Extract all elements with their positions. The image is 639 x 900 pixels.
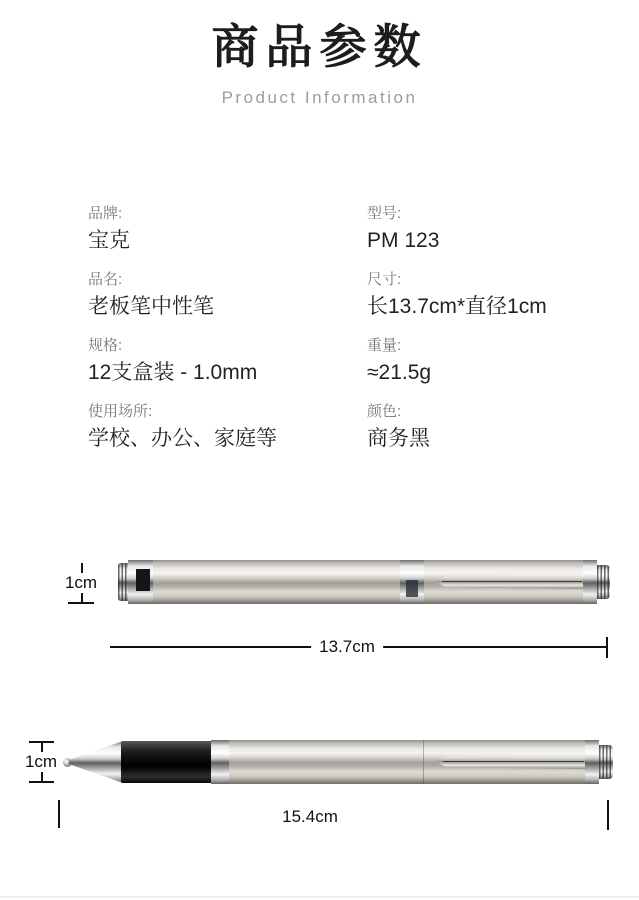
- pen-end-reflection: [136, 569, 150, 591]
- pen-cap-ring: [585, 740, 599, 784]
- pen-nose-cone: [69, 741, 123, 783]
- length-label-open: 15.4cm: [274, 807, 346, 827]
- pen-cap-ring: [583, 560, 597, 604]
- spec-grid: [88, 205, 588, 469]
- pen-clip: [435, 754, 585, 769]
- pen-clip-groove: [442, 581, 581, 583]
- pen-barrel-end-collar: [128, 560, 153, 604]
- spec-value-product-name: 老板笔中性笔: [88, 295, 214, 318]
- dimension-end-tick: [29, 741, 54, 743]
- spec-label-weight: 重量:: [367, 337, 402, 354]
- page-title: 商品参数: [211, 20, 428, 73]
- spec-value-specification: 12支盒装 - 1.0mm: [88, 361, 258, 384]
- pen-barrel-end-rings: [118, 563, 128, 601]
- spec-item-usage: [88, 403, 367, 469]
- spec-item-brand: [88, 205, 367, 271]
- spec-label-color: 颜色:: [367, 403, 402, 420]
- pen-band-reflection: [406, 580, 418, 597]
- length-label-capped: 13.7cm: [311, 637, 383, 657]
- pen-center-band: [400, 560, 424, 604]
- spec-label-product-name: 品名:: [88, 271, 123, 288]
- diameter-label-capped: 1cm: [62, 573, 100, 593]
- spec-label-brand: 品牌:: [88, 205, 123, 222]
- dimension-end-tick: [68, 602, 94, 604]
- spec-value-size: 长13.7cm*直径1cm: [367, 295, 547, 318]
- spec-label-usage: 使用场所:: [88, 403, 153, 420]
- spec-item-specification: [88, 337, 367, 403]
- spec-value-color: 商务黑: [367, 427, 430, 450]
- section-divider: [0, 896, 639, 898]
- spec-label-model: 型号:: [367, 205, 402, 222]
- pen-barrel: [153, 560, 400, 604]
- page-subtitle: Product Information: [221, 88, 418, 107]
- dimension-end-tick: [29, 781, 54, 783]
- spec-value-weight: ≈21.5g: [367, 361, 432, 384]
- diameter-label-open: 1cm: [22, 752, 60, 772]
- pen-open-image: [63, 740, 613, 784]
- spec-value-usage: 学校、办公、家庭等: [88, 427, 277, 450]
- pen-cap-finial: [597, 565, 610, 599]
- pen-capped-image: [118, 560, 610, 604]
- spec-item-weight: [367, 337, 588, 403]
- dimension-end-tick: [606, 637, 608, 658]
- pen-clip: [435, 574, 583, 589]
- spec-label-specification: 规格:: [88, 337, 123, 354]
- spec-item-color: [367, 403, 588, 469]
- spec-value-brand: 宝克: [88, 229, 130, 252]
- pen-grip-ring: [211, 740, 229, 784]
- pen-barrel: [229, 740, 423, 784]
- spec-item-model: [367, 205, 588, 271]
- dimension-end-tick: [607, 800, 609, 830]
- pen-grip-section: [121, 741, 211, 783]
- spec-item-product-name: [88, 271, 367, 337]
- spec-value-model: PM 123: [367, 229, 440, 252]
- spec-item-size: [367, 271, 588, 337]
- pen-cap-finial: [599, 745, 613, 779]
- dimension-end-tick: [58, 800, 60, 828]
- pen-clip-groove: [443, 761, 584, 763]
- spec-label-size: 尺寸:: [367, 271, 402, 288]
